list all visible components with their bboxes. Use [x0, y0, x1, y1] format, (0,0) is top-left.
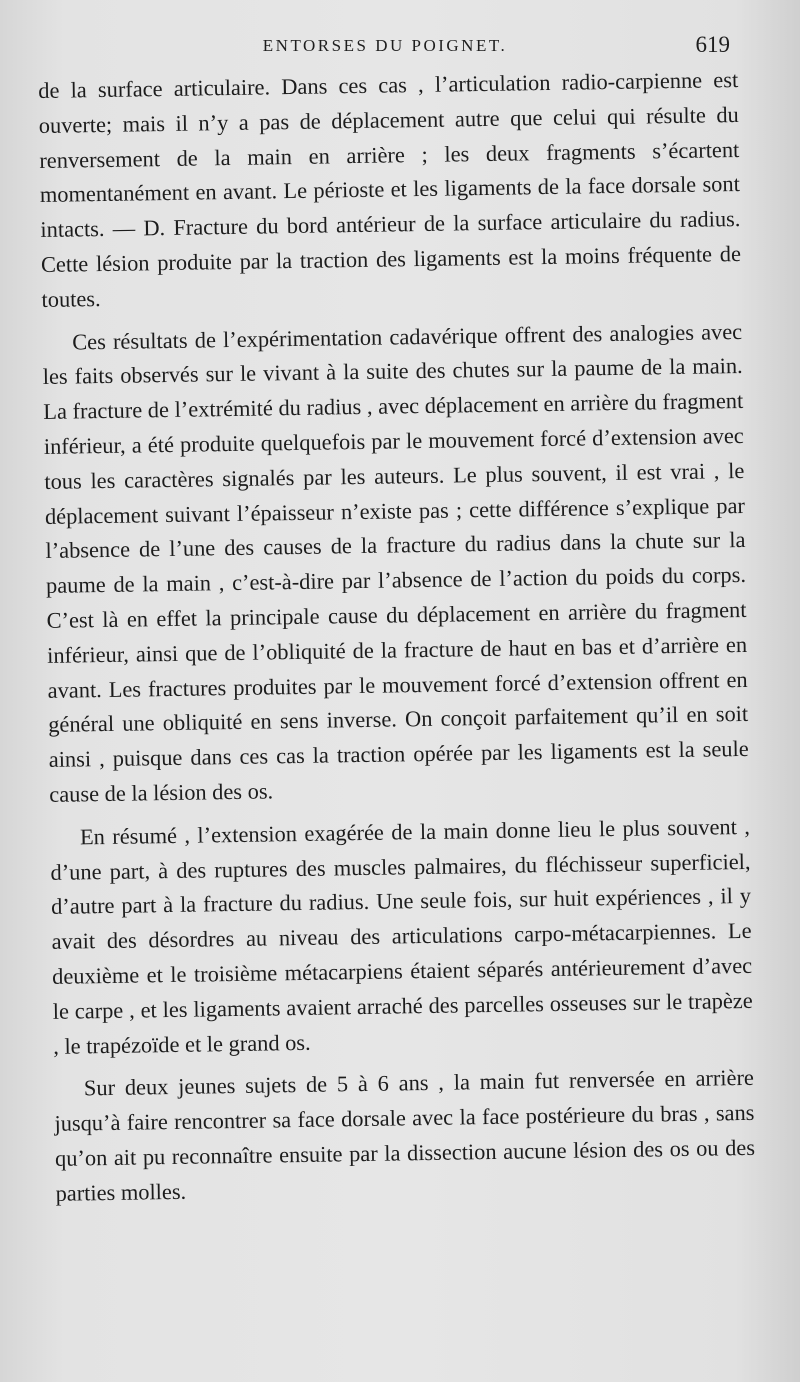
paragraph: En résumé , l’extension exagérée de la main donne lieu le plus souvent , d’une part, à des ruptures des muscles palmaires, du fléchisseur superficiel, d’autre part à la fracture du radius. Une seule fois, sur huit expériences , il y avait des désordres au niveau des articulations carpo-métacarpiennes. Le deuxième et le troisième métacarpiens étaient séparés antérieurement d’avec le carpe , et les ligaments avaient arraché des parcelles osseuses sur le trapèze , le trapézoïde et le grand os. — [50, 813, 753, 1059]
body-text — [38, 63, 756, 1219]
running-title: ENTORSES DU POIGNET. — [262, 36, 508, 55]
page-header — [40, 32, 730, 62]
paragraph: Sur deux jeunes sujets de 5 à 6 ans , la main fut renversée en arrière jusqu’à faire rencontrer sa face dorsale avec la face postérieure du bras , sans qu’on ait pu reconnaître ensuite par la dissection aucune lésion des os ou des parties molles. — [54, 1065, 756, 1206]
paragraph: Ces résultats de l’expérimentation cadavérique offrent des analogies avec les faits observés sur le vivant à la suite des chutes sur la paume de la main. La fracture de l’extrémité du radius , avec déplacement en arrière du fragment inférieur, a été produite quelquefois par le mouvement forcé d’extension avec tous les caractères signalés par les auteurs. Le plus souvent, il est vrai , le déplacement suivant l’épaisseur n’existe pas ; cette différence s’explique par l’absence de l’une des causes de la fracture du radius dans la chute sur la paume de la main , c’est-à-dire par l’absence de l’action du poids du corps. C’est là en effet la principale cause du déplacement en arrière du fragment inférieur, ainsi que de l’obliquité de la fracture de haut en bas et d’arrière en avant. Les fractures produites par le mouvement forcé d’extension offrent en général une obliquité en sens inverse. On conçoit parfaitement qu’il en soit ainsi , puisque dans ces cas la traction opérée par les ligaments est la seule cause de la lésion des os. — [42, 318, 749, 807]
page-number: 619 — [695, 32, 730, 57]
paragraph-continued: de la surface articulaire. Dans ces cas , l’articulation radio-carpienne est ouverte; mais il n’y a pas de déplacement autre que celui qui résulte du renversement de la main en arrière ; les deux fragments s’écartent momentanément en avant. Le périoste et les ligaments de la face dorsale sont intacts. — D. Fracture du bord antérieur de la surface articulaire du radius. Cette lésion produite par la traction des ligaments est la moins fréquente de toutes. — [38, 67, 742, 312]
